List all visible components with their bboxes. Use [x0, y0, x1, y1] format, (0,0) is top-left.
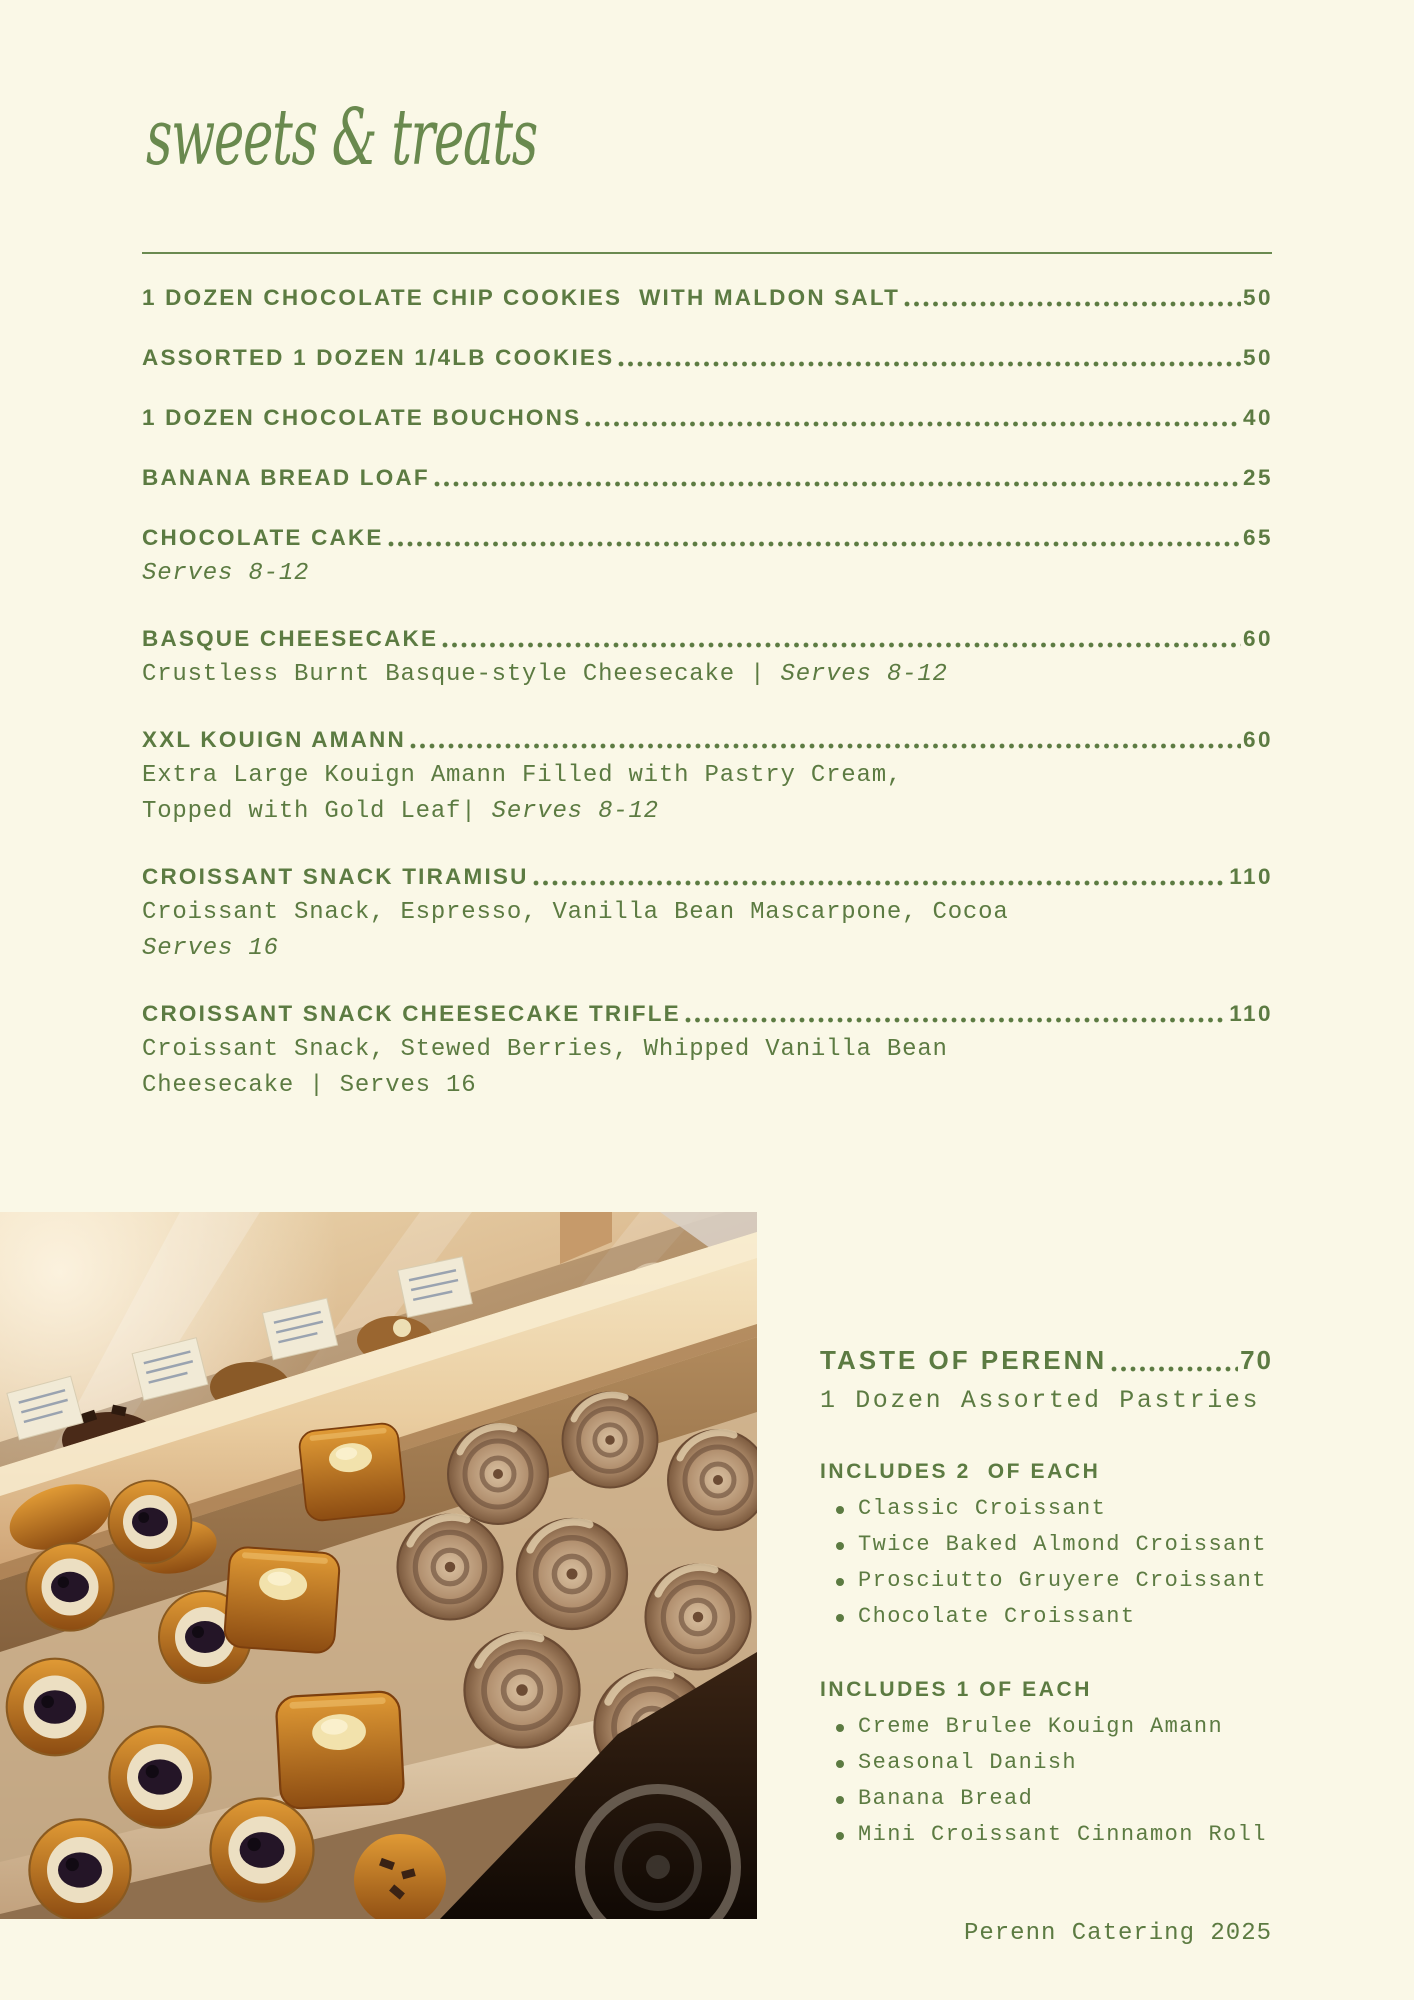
item-description: Serves 8-12 — [142, 560, 310, 587]
item-label: CROISSANT SNACK TIRAMISU — [142, 864, 529, 889]
list-item: Twice Baked Almond Croissant — [820, 1527, 1273, 1563]
item-price: 110 — [1229, 1001, 1273, 1026]
item-description: Crustless Burnt Basque-style Cheesecake | Serves 8-12 — [142, 661, 948, 688]
includes-2-header: INCLUDES 2 OF EACH — [820, 1460, 1101, 1483]
taste-section-price: 70 — [1240, 1345, 1273, 1375]
menu-item — [142, 404, 1273, 431]
item-price: 60 — [1242, 626, 1273, 651]
dotted-leader — [1111, 1366, 1238, 1372]
list-item: Banana Bread — [820, 1781, 1273, 1817]
item-label: 1 DOZEN CHOCOLATE CHIP COOKIES WITH MALDON SALT — [142, 285, 901, 310]
dotted-leader — [442, 642, 1241, 648]
menu-item — [142, 464, 1273, 491]
item-price: 40 — [1242, 405, 1273, 430]
item-price: 25 — [1242, 465, 1273, 490]
includes-1-list — [820, 1709, 1273, 1853]
item-description: Extra Large Kouign Amann Filled with Pastry Cream, Topped with Gold Leaf| Serves 8-12 — [142, 762, 903, 825]
menu-item — [142, 284, 1273, 311]
item-label: ASSORTED 1 DOZEN 1/4LB COOKIES — [142, 345, 615, 370]
dotted-leader — [533, 880, 1228, 886]
list-item: Classic Croissant — [820, 1491, 1273, 1527]
divider-rule — [142, 252, 1272, 254]
item-label: XXL KOUIGN AMANN — [142, 727, 406, 752]
list-item: Prosciutto Gruyere Croissant — [820, 1563, 1273, 1599]
pastry-case-photo — [0, 1212, 757, 1919]
list-item: Creme Brulee Kouign Amann — [820, 1709, 1273, 1745]
dotted-leader — [410, 743, 1241, 749]
item-label: CHOCOLATE CAKE — [142, 525, 384, 550]
list-item: Chocolate Croissant — [820, 1599, 1273, 1635]
page-title: sweets & treats — [146, 93, 537, 183]
item-description: Croissant Snack, Stewed Berries, Whipped Vanilla Bean Cheesecake | Serves 16 — [142, 1036, 948, 1099]
dotted-leader — [388, 541, 1241, 547]
dotted-leader — [434, 481, 1241, 487]
item-label: BASQUE CHEESECAKE — [142, 626, 439, 651]
dotted-leader — [685, 1017, 1227, 1023]
menu-item — [142, 726, 1273, 830]
item-description: Croissant Snack, Espresso, Vanilla Bean Mascarpone, Cocoa Serves 16 — [142, 899, 1009, 962]
item-label: CROISSANT SNACK CHEESECAKE TRIFLE — [142, 1001, 681, 1026]
item-price: 110 — [1229, 864, 1273, 889]
menu-item — [142, 344, 1273, 371]
item-label: BANANA BREAD LOAF — [142, 465, 430, 490]
dotted-leader — [585, 421, 1241, 427]
menu-item — [142, 524, 1273, 592]
dotted-leader — [618, 361, 1241, 367]
includes-2-list — [820, 1491, 1273, 1635]
item-price: 65 — [1242, 525, 1273, 550]
list-item: Mini Croissant Cinnamon Roll — [820, 1817, 1273, 1853]
menu-item — [142, 625, 1273, 693]
menu-item — [142, 863, 1273, 967]
item-label: 1 DOZEN CHOCOLATE BOUCHONS — [142, 405, 582, 430]
item-price: 50 — [1242, 345, 1273, 370]
taste-section-title: TASTE OF PERENN — [820, 1345, 1108, 1375]
item-price: 60 — [1242, 727, 1273, 752]
item-price: 50 — [1242, 285, 1273, 310]
dotted-leader — [904, 301, 1241, 307]
menu-item — [142, 1000, 1273, 1104]
footer-credit: Perenn Catering 2025 — [963, 1920, 1272, 1947]
list-item: Seasonal Danish — [820, 1745, 1273, 1781]
menu-list — [142, 284, 1273, 1137]
includes-1-header: INCLUDES 1 OF EACH — [820, 1678, 1092, 1701]
taste-of-perenn-section — [820, 1330, 1273, 1853]
taste-section-subtitle: 1 Dozen Assorted Pastries — [820, 1386, 1261, 1415]
